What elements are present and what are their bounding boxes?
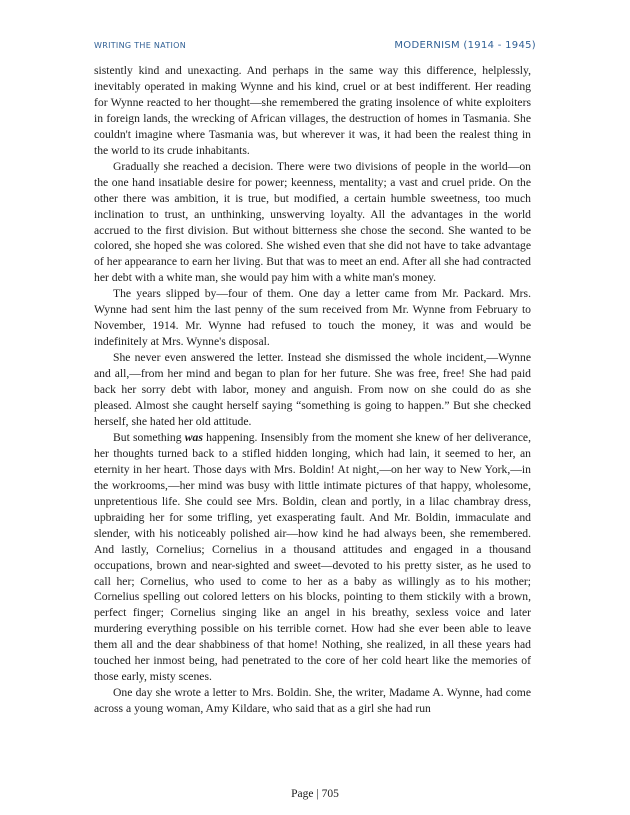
paragraph-4: She never even answered the letter. Instead she dismissed the whole incident,—Wynne and all,—from her mind and began to plan for her future. She was free, free! She had paid back her sorry debt with labor, money and anguish. From now on she could do as she pleased. Almost she caught herself saying “something is going to happen.” But she checked herself, she hated her old attitude. — [94, 351, 531, 428]
paragraph-5 — [94, 430, 531, 685]
period-title: MODERNISM (1914 - 1945) — [394, 40, 536, 51]
emphasized-word: was — [184, 430, 203, 444]
body-text — [94, 63, 531, 717]
paragraph-1: sistently kind and unexacting. And perhaps in the same way this difference, helplessly, inevitably operated in making Wynne and his kind, cruel or at best indifferent. Her reading for Wynne reacted to her thought—she remembered the grating insolence of white exploiters in foreign lands, the wrecking of African villages, the destruction of homes in Tasmania. She couldn't imagine where Tasmania was, but wherever it was, it had been the realest thing in the world to its crude inhabitants. — [94, 64, 531, 157]
paragraph-3: The years slipped by—four of them. One day a letter came from Mr. Packard. Mrs. Wynne had sent him the last penny of the sum received from Mr. Wynne from February to November, 1914. Mr. Wynne had refused to touch the money, it was and would be indefinitely at Mrs. Wynne's disposal. — [94, 287, 531, 349]
running-header — [94, 40, 536, 51]
page-number: Page | 705 — [291, 788, 339, 800]
paragraph-5-start: But something — [113, 430, 185, 444]
paragraph-5-rest: happening. Insensibly from the moment she knew of her deliverance, her thoughts turned back to a stifled hidden longing, which had lain, it seemed to her, an eternity in her heart. Those days with Mrs. Boldin! At night,—on her way to New York,—in the workrooms,—her mind was busy with little intimate pictures of that happy, wholesome, unpretentious life. She could see Mrs. Boldin, clean and portly, in a lilac chambray dress, upbraiding her for some trifling, yet exasperating fault. And Mr. Boldin, immaculate and slender, with his noticeably polished air—how kind he had always been, she remembered. And lastly, Cornelius; Cornelius in a thousand attitudes and engaged in a thousand occupations, brown and near-sighted and sweet—devoted to his pretty sister, as he used to call her; Cornelius, who used to come to her as a baby as willingly as to his mother; Cornelius spelling out colored letters on his blocks, pointing to them stickily with a brown, perfect finger; Cornelius singing like an angel in his breathy, sexless voice and later murdering everything possible on his terrible cornet. How had she ever been able to leave them all and the dear shabbiness of that home! Nothing, she realized, in all these years had touched her inmost being, had penetrated to the core of her cold heart like the memories of those early, misty scenes. — [94, 430, 531, 684]
paragraph-6: One day she wrote a letter to Mrs. Boldin. She, the writer, Madame A. Wynne, had come across a young woman, Amy Kildare, who said that as a girl she had run — [94, 686, 531, 716]
paragraph-2: Gradually she reached a decision. There were two divisions of people in the world—on the one hand insatiable desire for power; keenness, mentality; a vast and cruel pride. On the other there was ambition, it is true, but modified, a certain humble sweetness, too much inclination to trust, an unthinking, unswerving loyalty. All the advantages in the world accrued to the first division. But without bitterness she chose the second. She wanted to be colored, she hoped she was colored. She wished even that she did not have to take advantage of her appearance to earn her living. But that was to meet an end. After all she had contracted her debt with a white man, she would pay him with a white man's money. — [94, 159, 531, 285]
section-title: WRITING THE NATION — [94, 41, 187, 50]
